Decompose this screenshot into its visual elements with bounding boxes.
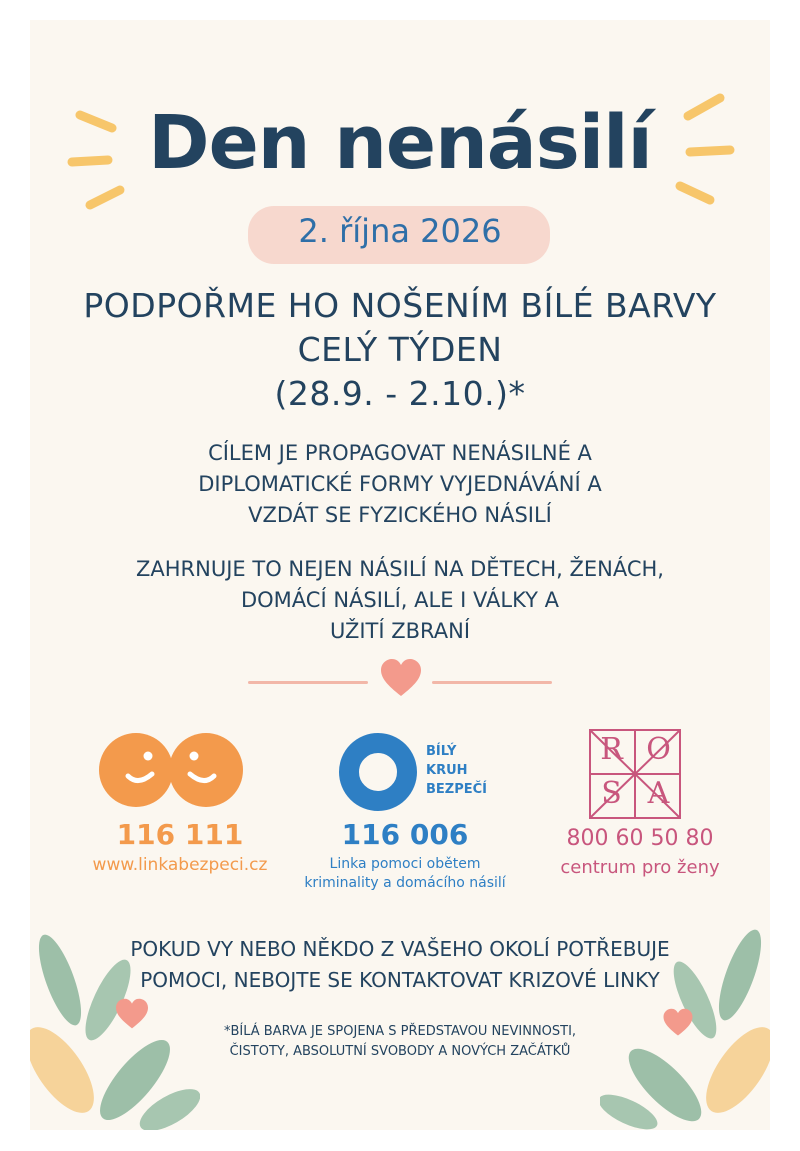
ray-right-3	[680, 186, 710, 200]
cta-line-2: POMOCI, NEBOJTE SE KONTAKTOVAT KRIZOVÉ LINKY	[140, 968, 660, 992]
footnote-line-1: *BÍLÁ BARVA JE SPOJENA S PŘEDSTAVOU NEVINNOSTI,	[223, 1024, 577, 1039]
linka-phone[interactable]: 116 111	[116, 818, 244, 851]
logo-text-line-1: BÍLÝ	[426, 744, 457, 759]
rosa-logo-letters	[588, 728, 682, 820]
footnote-line-2: ČISTOTY, ABSOLUTNÍ SVOBODY A NOVÝCH ZAČÁTKŮ	[229, 1044, 571, 1059]
linka-bezpeci-contact	[70, 818, 290, 875]
cta-line-1: POKUD VY NEBO NĚKDO Z VAŠEHO OKOLÍ POTŘEBUJE	[130, 937, 670, 961]
goal-paragraph	[0, 438, 800, 531]
bily-kruh-description	[300, 855, 510, 893]
linka-website-link[interactable]: www.linkabezpeci.cz	[92, 855, 268, 875]
rosa-letter-s: S	[601, 776, 622, 811]
rosa-letter-r: R	[600, 732, 623, 767]
page-title: Den nenásilí	[148, 100, 652, 186]
bily-kruh-logo-icon	[338, 732, 418, 812]
call-to-action	[0, 934, 800, 996]
scope-line-3: UŽITÍ ZBRANÍ	[329, 619, 471, 643]
divider-right	[432, 681, 552, 684]
footnote	[0, 1022, 800, 1062]
headline-line-1: PODPOŘME HO NOŠENÍM BÍLÉ BARVY	[83, 286, 717, 325]
headline-line-2: CELÝ TÝDEN	[297, 330, 503, 369]
logo-text-line-3: BEZPEČÍ	[426, 782, 488, 797]
divider-left	[248, 681, 368, 684]
rosa-contact	[535, 826, 745, 878]
bily-kruh-contact	[300, 818, 510, 893]
headline-line-3: (28.9. - 2.10.)*	[274, 374, 526, 413]
goal-line-3: VZDÁT SE FYZICKÉHO NÁSILÍ	[248, 503, 552, 527]
logo-text-line-2: KRUH	[426, 763, 468, 778]
goal-line-2: DIPLOMATICKÉ FORMY VYJEDNÁVÁNÍ A	[198, 472, 602, 496]
bily-kruh-desc-line-1: Linka pomoci obětem	[329, 856, 481, 872]
rosa-letter-a: A	[647, 776, 670, 811]
bily-kruh-logo-text	[426, 742, 487, 799]
heart-icon	[379, 658, 423, 698]
bily-kruh-desc-line-2: kriminality a domácího násilí	[304, 875, 506, 891]
scope-line-1: ZAHRNUJE TO NEJEN NÁSILÍ NA DĚTECH, ŽENÁCH,	[136, 557, 664, 581]
event-date: 2. října 2026	[298, 212, 502, 250]
headline	[0, 284, 800, 416]
scope-paragraph	[0, 554, 800, 647]
rosa-letter-o: O	[646, 732, 671, 767]
ray-left-3	[90, 190, 120, 205]
goal-line-1: CÍLEM JE PROPAGOVAT NENÁSILNÉ A	[208, 441, 592, 465]
rosa-description: centrum pro ženy	[560, 857, 720, 878]
scope-line-2: DOMÁCÍ NÁSILÍ, ALE I VÁLKY A	[240, 588, 560, 612]
linka-bezpeci-logo-icon	[98, 732, 244, 808]
bily-kruh-phone[interactable]: 116 006	[341, 818, 469, 851]
rosa-phone[interactable]: 800 60 50 80	[566, 826, 714, 851]
